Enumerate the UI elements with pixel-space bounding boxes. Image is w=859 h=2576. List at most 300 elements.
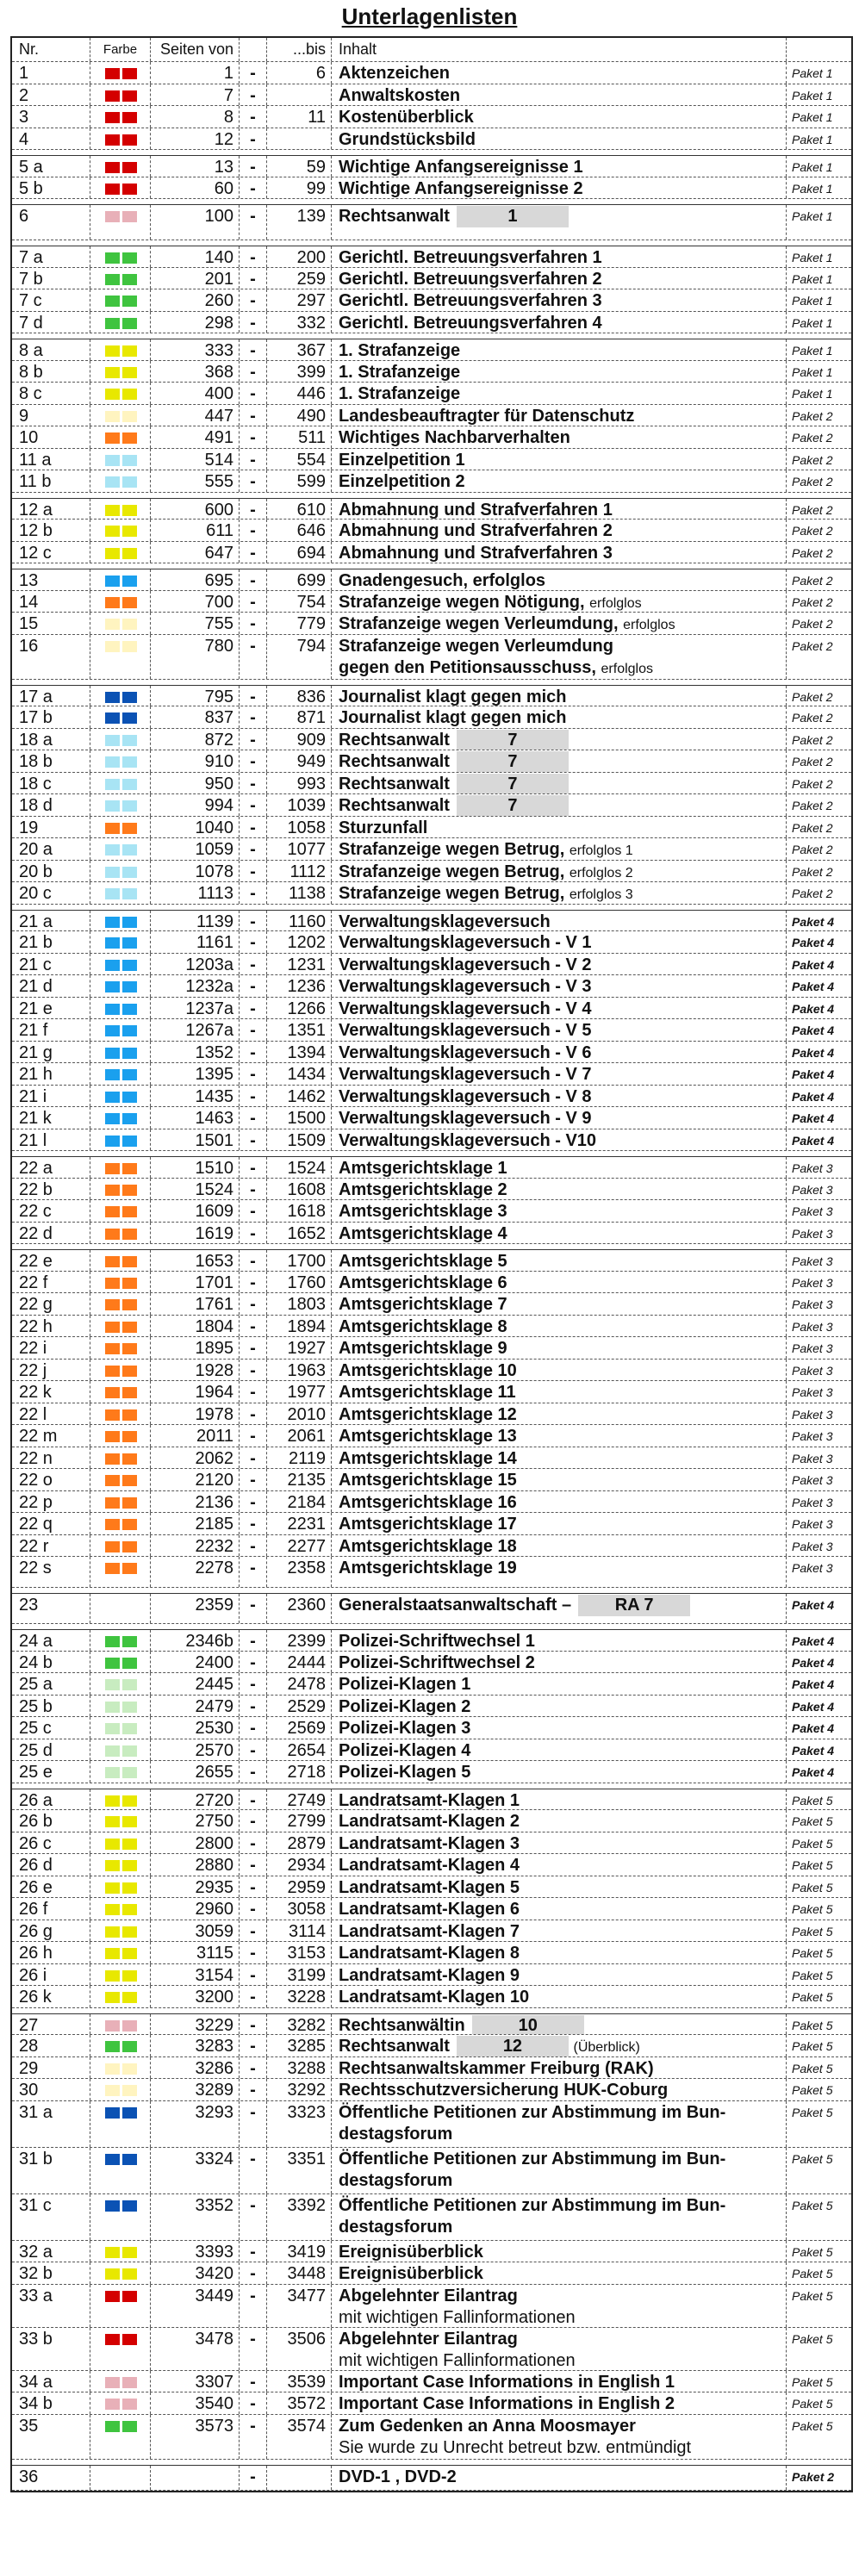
row-dash: - xyxy=(239,2014,266,2035)
row-dash: - xyxy=(239,1673,266,1695)
color-swatch xyxy=(105,252,120,264)
row-package: Paket 2 xyxy=(786,686,851,706)
row-page-from: 910 xyxy=(150,750,239,772)
content-text: Generalstaatsanwaltschaft – xyxy=(339,1596,572,1615)
row-page-to: 949 xyxy=(266,750,331,772)
row-page-from: 3420 xyxy=(150,2262,239,2284)
row-page-to: 2399 xyxy=(266,1630,331,1651)
table-row xyxy=(12,470,851,493)
table-row xyxy=(12,1447,851,1470)
row-dash: - xyxy=(239,931,266,953)
color-swatch xyxy=(122,1839,137,1850)
content-text: 1. Strafanzeige xyxy=(339,384,461,403)
row-page-from: 1237a xyxy=(150,998,239,1019)
row-nr: 22 e xyxy=(19,1252,53,1271)
color-swatch xyxy=(105,1541,120,1552)
row-package: Paket 1 xyxy=(786,205,851,240)
row-content xyxy=(331,2241,786,2262)
row-page-to: 2749 xyxy=(266,1789,331,1810)
row-content xyxy=(331,861,786,882)
row-content xyxy=(331,1403,786,1425)
row-content xyxy=(331,750,786,772)
row-package: Paket 2 xyxy=(786,499,851,520)
page-title: Unterlagenlisten xyxy=(341,3,518,29)
row-nr: 8 a xyxy=(19,341,43,360)
color-swatch xyxy=(105,1387,120,1398)
row-page-to: 2277 xyxy=(266,1535,331,1557)
row-nr: 31 b xyxy=(19,2149,53,2168)
color-swatch xyxy=(105,1563,120,1574)
row-dash: - xyxy=(239,569,266,590)
row-content xyxy=(331,1179,786,1200)
row-color-swatches xyxy=(90,1086,150,1107)
row-dash: - xyxy=(239,2241,266,2262)
content-text: Polizei-Klagen 5 xyxy=(339,1763,471,1782)
color-swatch xyxy=(105,505,120,516)
row-page-to: 779 xyxy=(266,613,331,634)
row-content xyxy=(331,1019,786,1041)
row-nr: 22 n xyxy=(19,1448,53,1468)
row-nr: 26 e xyxy=(19,1877,53,1897)
row-page-to: 694 xyxy=(266,542,331,563)
color-swatch xyxy=(122,1723,137,1734)
color-swatch xyxy=(105,1970,120,1982)
row-page-from: 298 xyxy=(150,312,239,333)
content-text: Amtsgerichtsklage 4 xyxy=(339,1223,507,1243)
color-swatch xyxy=(105,844,120,856)
table-row xyxy=(12,794,851,817)
color-swatch xyxy=(122,1136,137,1147)
row-dash: - xyxy=(239,1086,266,1107)
row-package: Paket 3 xyxy=(786,1316,851,1337)
row-page-to: 646 xyxy=(266,520,331,541)
row-dash: - xyxy=(239,268,266,289)
row-color-swatches xyxy=(90,1942,150,1963)
color-swatch xyxy=(122,823,137,834)
row-content xyxy=(331,1673,786,1695)
color-swatch xyxy=(105,888,120,899)
row-color-swatches xyxy=(90,2194,150,2240)
row-color-swatches xyxy=(90,2371,150,2392)
row-color-swatches xyxy=(90,2079,150,2100)
row-color-swatches xyxy=(90,312,150,333)
row-content xyxy=(331,1107,786,1129)
row-page-from: 2479 xyxy=(150,1696,239,1717)
row-content xyxy=(331,1789,786,1810)
row-color-swatches xyxy=(90,1739,150,1761)
table-row xyxy=(12,1898,851,1920)
row-content xyxy=(331,1469,786,1490)
row-content xyxy=(331,1337,786,1359)
color-swatch xyxy=(122,252,137,264)
row-content xyxy=(331,591,786,613)
row-page-to: 1509 xyxy=(266,1129,331,1151)
row-page-from: 1701 xyxy=(150,1272,239,1293)
row-package: Paket 5 xyxy=(786,2014,851,2035)
row-dash: - xyxy=(239,1042,266,1063)
row-dash: - xyxy=(239,156,266,177)
color-swatch xyxy=(122,1541,137,1552)
header-dash xyxy=(239,38,266,61)
color-swatch xyxy=(105,2377,120,2388)
row-nr: 22 m xyxy=(19,1427,58,1446)
row-package: Paket 2 xyxy=(786,569,851,590)
table-row xyxy=(12,685,851,707)
row-page-to: 2529 xyxy=(266,1696,331,1717)
table-row xyxy=(12,1156,851,1179)
row-page-from: 12 xyxy=(150,128,239,150)
table-row xyxy=(12,2285,851,2328)
row-dash: - xyxy=(239,405,266,426)
color-swatch xyxy=(122,1767,137,1778)
content-text: Landratsamt-Klagen 10 xyxy=(339,1988,530,2007)
row-package: Paket 5 xyxy=(786,2241,851,2262)
table-row xyxy=(12,1629,851,1652)
color-swatch xyxy=(105,90,120,102)
row-nr: 21 g xyxy=(19,1042,53,1062)
row-page-to: 3477 xyxy=(266,2285,331,2327)
color-swatch xyxy=(105,597,120,608)
table-row xyxy=(12,1469,851,1491)
row-dash: - xyxy=(239,1513,266,1534)
row-dash: - xyxy=(239,1898,266,1920)
row-page-to: 1138 xyxy=(266,882,331,904)
row-dash: - xyxy=(239,706,266,728)
row-package: Paket 4 xyxy=(786,1717,851,1739)
row-nr: 25 b xyxy=(19,1696,53,1716)
row-color-swatches xyxy=(90,706,150,728)
row-nr: 8 b xyxy=(19,362,43,382)
row-page-to: 3285 xyxy=(266,2035,331,2056)
lawyer-number-badge: 12 xyxy=(457,2036,569,2056)
row-page-to: 3419 xyxy=(266,2241,331,2262)
row-package: Paket 4 xyxy=(786,931,851,953)
row-color-swatches xyxy=(90,1898,150,1920)
row-page-to xyxy=(266,2466,331,2490)
row-page-from: 7 xyxy=(150,84,239,106)
table-row xyxy=(12,838,851,861)
color-swatch xyxy=(122,1206,137,1217)
row-dash: - xyxy=(239,1942,266,1963)
row-content xyxy=(331,268,786,289)
row-dash: - xyxy=(239,2415,266,2459)
row-dash: - xyxy=(239,1447,266,1469)
row-nr: 35 xyxy=(19,2416,39,2436)
content-text: Grundstücksbild xyxy=(339,129,476,149)
table-row xyxy=(12,931,851,954)
row-package: Paket 2 xyxy=(786,882,851,904)
row-nr: 5 b xyxy=(19,178,43,198)
row-content xyxy=(331,1964,786,1986)
row-content xyxy=(331,1316,786,1337)
color-swatch xyxy=(105,1322,120,1333)
row-page-from: 3324 xyxy=(150,2148,239,2193)
row-package: Paket 1 xyxy=(786,106,851,128)
row-page-to: 2959 xyxy=(266,1876,331,1898)
content-text: Landratsamt-Klagen 1 xyxy=(339,1790,520,1809)
row-nr: 17 a xyxy=(19,687,53,706)
table-row xyxy=(12,339,851,361)
row-page-from: 555 xyxy=(150,470,239,492)
content-text: Amtsgerichtsklage 8 xyxy=(339,1316,507,1336)
content-text: Zum Gedenken an Anna Moosmayer xyxy=(339,2416,636,2436)
color-swatch xyxy=(122,1322,137,1333)
content-text: Amtsgerichtsklage 2 xyxy=(339,1179,507,1199)
table-row xyxy=(12,1593,851,1624)
row-package: Paket 1 xyxy=(786,62,851,84)
color-swatch xyxy=(105,1860,120,1871)
row-nr: 33 b xyxy=(19,2329,53,2349)
row-nr: 22 j xyxy=(19,1360,47,1380)
row-page-to: 2934 xyxy=(266,1854,331,1876)
color-swatch xyxy=(105,1299,120,1310)
row-content xyxy=(331,1761,786,1783)
content-second-line xyxy=(339,657,786,679)
header-farbe: Farbe xyxy=(90,38,150,61)
row-dash: - xyxy=(239,838,266,860)
row-dash: - xyxy=(239,2392,266,2414)
content-text: Polizei-Klagen 2 xyxy=(339,1696,471,1716)
color-swatch xyxy=(122,1343,137,1354)
color-swatch xyxy=(105,2334,120,2345)
color-swatch xyxy=(105,367,120,378)
row-package: Paket 4 xyxy=(786,1019,851,1041)
content-text: Sturzunfall xyxy=(339,818,428,837)
lawyer-number-badge: 7 xyxy=(457,774,569,794)
color-swatch xyxy=(105,476,120,488)
row-content xyxy=(331,520,786,541)
content-text: Important Case Informations in English 1 xyxy=(339,2372,675,2392)
row-nr: 12 a xyxy=(19,500,53,519)
content-text: Rechtsanwältin xyxy=(339,2015,465,2034)
row-package: Paket 1 xyxy=(786,339,851,360)
row-color-swatches xyxy=(90,2262,150,2284)
row-nr: 25 a xyxy=(19,1675,53,1694)
table-row xyxy=(12,2415,851,2460)
color-swatch xyxy=(105,641,120,652)
color-swatch xyxy=(105,1882,120,1894)
row-package: Paket 2 xyxy=(786,773,851,794)
row-color-swatches xyxy=(90,205,150,240)
row-content xyxy=(331,2057,786,2079)
header-bis: ...bis xyxy=(266,38,331,61)
row-page-from: 2136 xyxy=(150,1491,239,1513)
row-content xyxy=(331,499,786,520)
color-swatch xyxy=(122,800,137,812)
color-swatch xyxy=(122,1004,137,1015)
row-content xyxy=(331,339,786,360)
row-page-to: 3574 xyxy=(266,2415,331,2459)
color-swatch xyxy=(122,1658,137,1669)
color-swatch xyxy=(105,1948,120,1959)
row-page-to: 399 xyxy=(266,361,331,383)
table-row xyxy=(12,729,851,751)
table-row xyxy=(12,155,851,177)
row-page-to: 3282 xyxy=(266,2014,331,2035)
lawyer-number-badge: 7 xyxy=(457,795,569,816)
row-package: Paket 2 xyxy=(786,470,851,492)
row-color-swatches xyxy=(90,1696,150,1717)
row-content xyxy=(331,998,786,1019)
row-nr: 6 xyxy=(19,207,29,226)
row-color-swatches xyxy=(90,1381,150,1403)
content-text: Abgelehnter Eilantrag xyxy=(339,2329,518,2349)
row-package: Paket 5 xyxy=(786,1898,851,1920)
table-row xyxy=(12,1761,851,1783)
row-page-to: 2010 xyxy=(266,1403,331,1425)
table-row xyxy=(12,1535,851,1558)
color-swatch xyxy=(122,1679,137,1690)
table-row xyxy=(12,1739,851,1762)
color-swatch xyxy=(122,888,137,899)
row-page-to: 139 xyxy=(266,205,331,240)
row-package: Paket 5 xyxy=(786,2392,851,2414)
row-content xyxy=(331,1157,786,1178)
row-content xyxy=(331,1447,786,1469)
content-text: Polizei-Klagen 4 xyxy=(339,1740,471,1760)
table-row xyxy=(12,1249,851,1272)
row-color-swatches xyxy=(90,794,150,816)
row-page-to: 446 xyxy=(266,383,331,404)
row-nr: 22 s xyxy=(19,1559,52,1577)
color-swatch xyxy=(122,1185,137,1196)
row-color-swatches xyxy=(90,177,150,199)
table-row xyxy=(12,750,851,773)
table-row xyxy=(12,1042,851,1064)
color-swatch xyxy=(122,735,137,746)
content-text: Amtsgerichtsklage 16 xyxy=(339,1492,517,1512)
row-dash: - xyxy=(239,246,266,267)
color-swatch xyxy=(105,619,120,630)
row-content xyxy=(331,106,786,128)
row-package: Paket 2 xyxy=(786,794,851,816)
table-row xyxy=(12,2079,851,2101)
row-page-to: 1760 xyxy=(266,1272,331,1293)
row-page-to xyxy=(266,84,331,106)
row-dash: - xyxy=(239,686,266,706)
row-package: Paket 5 xyxy=(786,1789,851,1810)
row-page-to: 1266 xyxy=(266,998,331,1019)
color-swatch xyxy=(122,2063,137,2075)
row-page-to: 3058 xyxy=(266,1898,331,1920)
lawyer-number-badge: 7 xyxy=(457,751,569,772)
content-text: Rechtsanwaltskammer Freiburg (RAK) xyxy=(339,2058,654,2078)
row-page-from: 1059 xyxy=(150,838,239,860)
row-content xyxy=(331,1425,786,1447)
row-color-swatches xyxy=(90,499,150,520)
header-inhalt: Inhalt xyxy=(331,38,786,61)
row-page-from: 3154 xyxy=(150,1964,239,1986)
row-page-to: 3288 xyxy=(266,2057,331,2079)
row-nr: 26 d xyxy=(19,1856,53,1875)
content-second-text: mit wichtigen Fallinformationen xyxy=(339,2350,576,2370)
row-nr: 7 c xyxy=(19,291,42,310)
table-row xyxy=(12,1272,851,1294)
row-color-swatches xyxy=(90,1403,150,1425)
row-content xyxy=(331,1557,786,1587)
row-page-to: 3228 xyxy=(266,1986,331,2007)
row-page-from: 837 xyxy=(150,706,239,728)
color-swatch xyxy=(105,800,120,812)
row-page-to: 6 xyxy=(266,62,331,84)
row-page-from: 1395 xyxy=(150,1063,239,1085)
row-page-from: 3449 xyxy=(150,2285,239,2327)
content-text: Öffentliche Petitionen zur Abstimmung im Bun- xyxy=(339,2102,726,2122)
color-swatch xyxy=(122,960,137,971)
color-swatch xyxy=(105,1136,120,1147)
row-page-to: 2135 xyxy=(266,1469,331,1490)
row-page-to: 993 xyxy=(266,773,331,794)
row-dash: - xyxy=(239,1557,266,1587)
row-page-from: 3200 xyxy=(150,1986,239,2007)
row-content xyxy=(331,931,786,953)
row-nr: 25 c xyxy=(19,1719,52,1738)
content-text: Landratsamt-Klagen 4 xyxy=(339,1856,520,1875)
row-content xyxy=(331,817,786,838)
row-nr: 33 a xyxy=(19,2286,53,2305)
row-page-from: 700 xyxy=(150,591,239,613)
row-package: Paket 2 xyxy=(786,591,851,613)
row-dash: - xyxy=(239,794,266,816)
row-page-to: 1394 xyxy=(266,1042,331,1063)
row-dash: - xyxy=(239,426,266,448)
row-color-swatches xyxy=(90,520,150,541)
row-package: Paket 5 xyxy=(786,2194,851,2240)
content-text: Strafanzeige wegen Verleumdung xyxy=(339,636,613,656)
row-color-swatches xyxy=(90,1630,150,1651)
content-second-line xyxy=(339,2217,786,2238)
row-nr: 28 xyxy=(19,2037,39,2056)
color-swatch xyxy=(105,274,120,285)
color-swatch xyxy=(105,1069,120,1080)
content-text: Ereignisüberblick xyxy=(339,2264,483,2283)
row-package: Paket 5 xyxy=(786,1986,851,2007)
row-page-from: 1524 xyxy=(150,1179,239,1200)
row-color-swatches xyxy=(90,1360,150,1381)
row-color-swatches xyxy=(90,84,150,106)
row-page-from: 514 xyxy=(150,449,239,470)
color-swatch xyxy=(122,1563,137,1574)
row-color-swatches xyxy=(90,2285,150,2327)
row-color-swatches xyxy=(90,1042,150,1063)
table-row xyxy=(12,1381,851,1403)
row-color-swatches xyxy=(90,1789,150,1810)
row-color-swatches xyxy=(90,2241,150,2262)
content-text: Amtsgerichtsklage 10 xyxy=(339,1360,517,1380)
row-page-from: 1978 xyxy=(150,1403,239,1425)
row-dash: - xyxy=(239,1739,266,1761)
table-row xyxy=(12,1063,851,1086)
table-row xyxy=(12,1491,851,1514)
content-text: Wichtige Anfangsereignisse 2 xyxy=(339,178,583,198)
row-page-from: 140 xyxy=(150,246,239,267)
row-dash: - xyxy=(239,1337,266,1359)
row-page-to: 3199 xyxy=(266,1964,331,1986)
row-content xyxy=(331,2392,786,2414)
row-dash: - xyxy=(239,1425,266,1447)
row-dash: - xyxy=(239,1832,266,1854)
color-swatch xyxy=(105,1723,120,1734)
row-color-swatches xyxy=(90,1594,150,1623)
row-page-to: 1608 xyxy=(266,1179,331,1200)
table-row xyxy=(12,998,851,1020)
color-swatch xyxy=(105,389,120,400)
color-swatch xyxy=(122,2020,137,2032)
color-swatch xyxy=(105,432,120,444)
color-swatch xyxy=(122,1816,137,1827)
row-page-from: 2346b xyxy=(150,1630,239,1651)
content-text: 1. Strafanzeige xyxy=(339,362,461,382)
